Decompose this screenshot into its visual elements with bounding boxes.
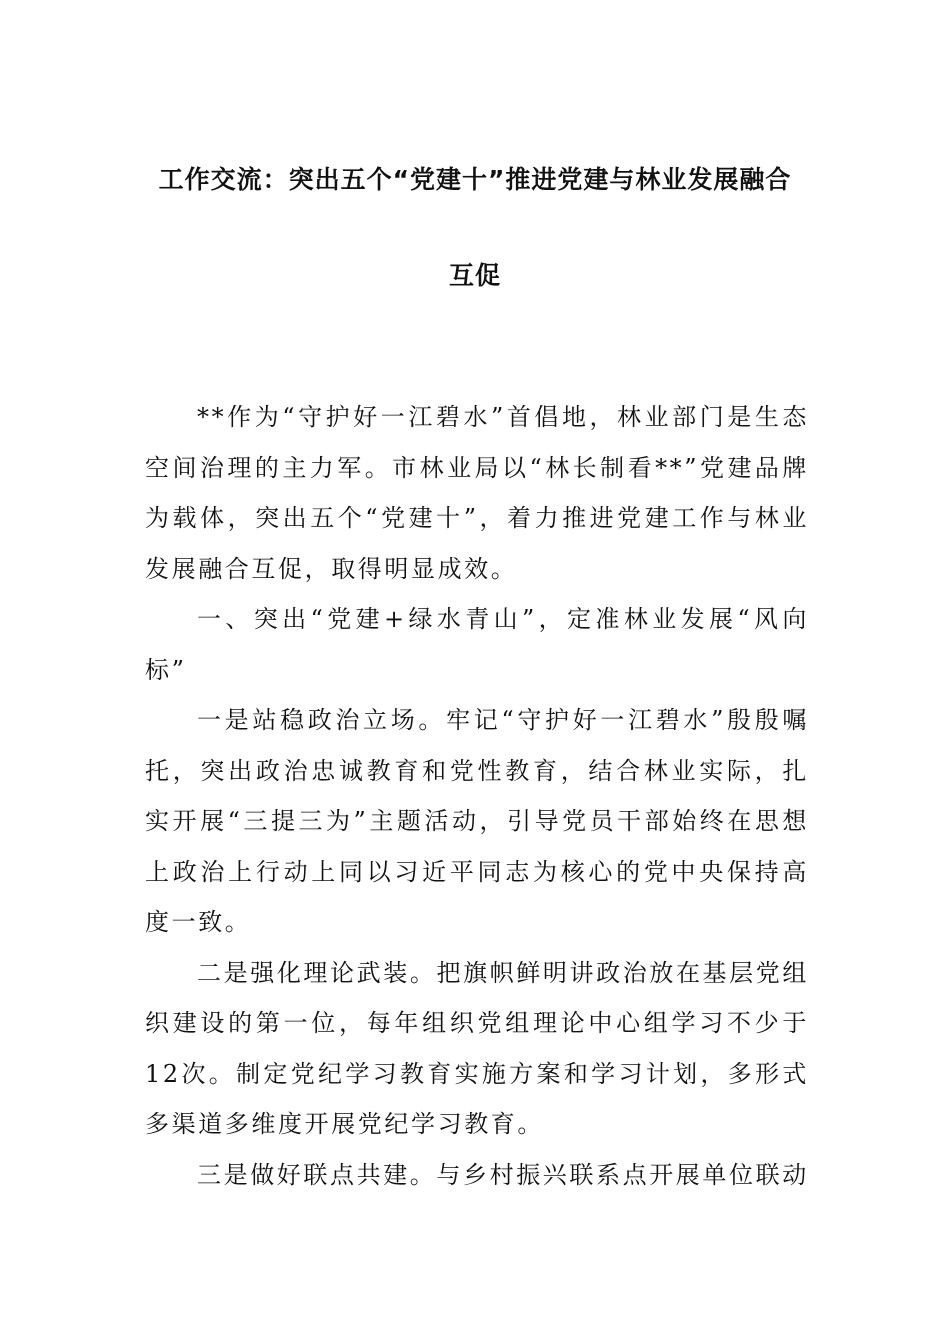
paragraph-intro: **作为“守护好一江碧水”首倡地，林业部门是生态空间治理的主力军。市林业局以“林长制看**”党建品牌为载体，突出五个“党建十”，着力推进党建工作与林业发展融合互促，取得明显成效。 [145, 403, 809, 583]
document-body [145, 392, 809, 1200]
document-title-line-1: 工作交流：突出五个“党建十”推进党建与林业发展融合 [158, 165, 792, 194]
paragraph-joint-building: 三是做好联点共建。与乡村振兴联系点开展单位联动 [197, 1160, 809, 1189]
section-heading-1: 一、突出“党建+绿水青山”，定准林业发展“风向标” [145, 605, 809, 684]
paragraph-political-stance: 一是站稳政治立场。牢记“守护好一江碧水”殷殷嘱托，突出政治忠诚教育和党性教育，结合林业实际，扎实开展“三提三为”主题活动，引导党员干部始终在思想上政治上行动上同以习近平同志为核心的党中央保持高度一致。 [145, 706, 809, 936]
paragraph-theory-study: 二是强化理论武装。把旗帜鲜明讲政治放在基层党组织建设的第一位，每年组织党组理论中心组学习不少于12次。制定党纪学习教育实施方案和学习计划，多形式多渠道多维度开展党纪学习教育。 [145, 958, 809, 1138]
document-title-line-2: 互促 [448, 261, 501, 290]
